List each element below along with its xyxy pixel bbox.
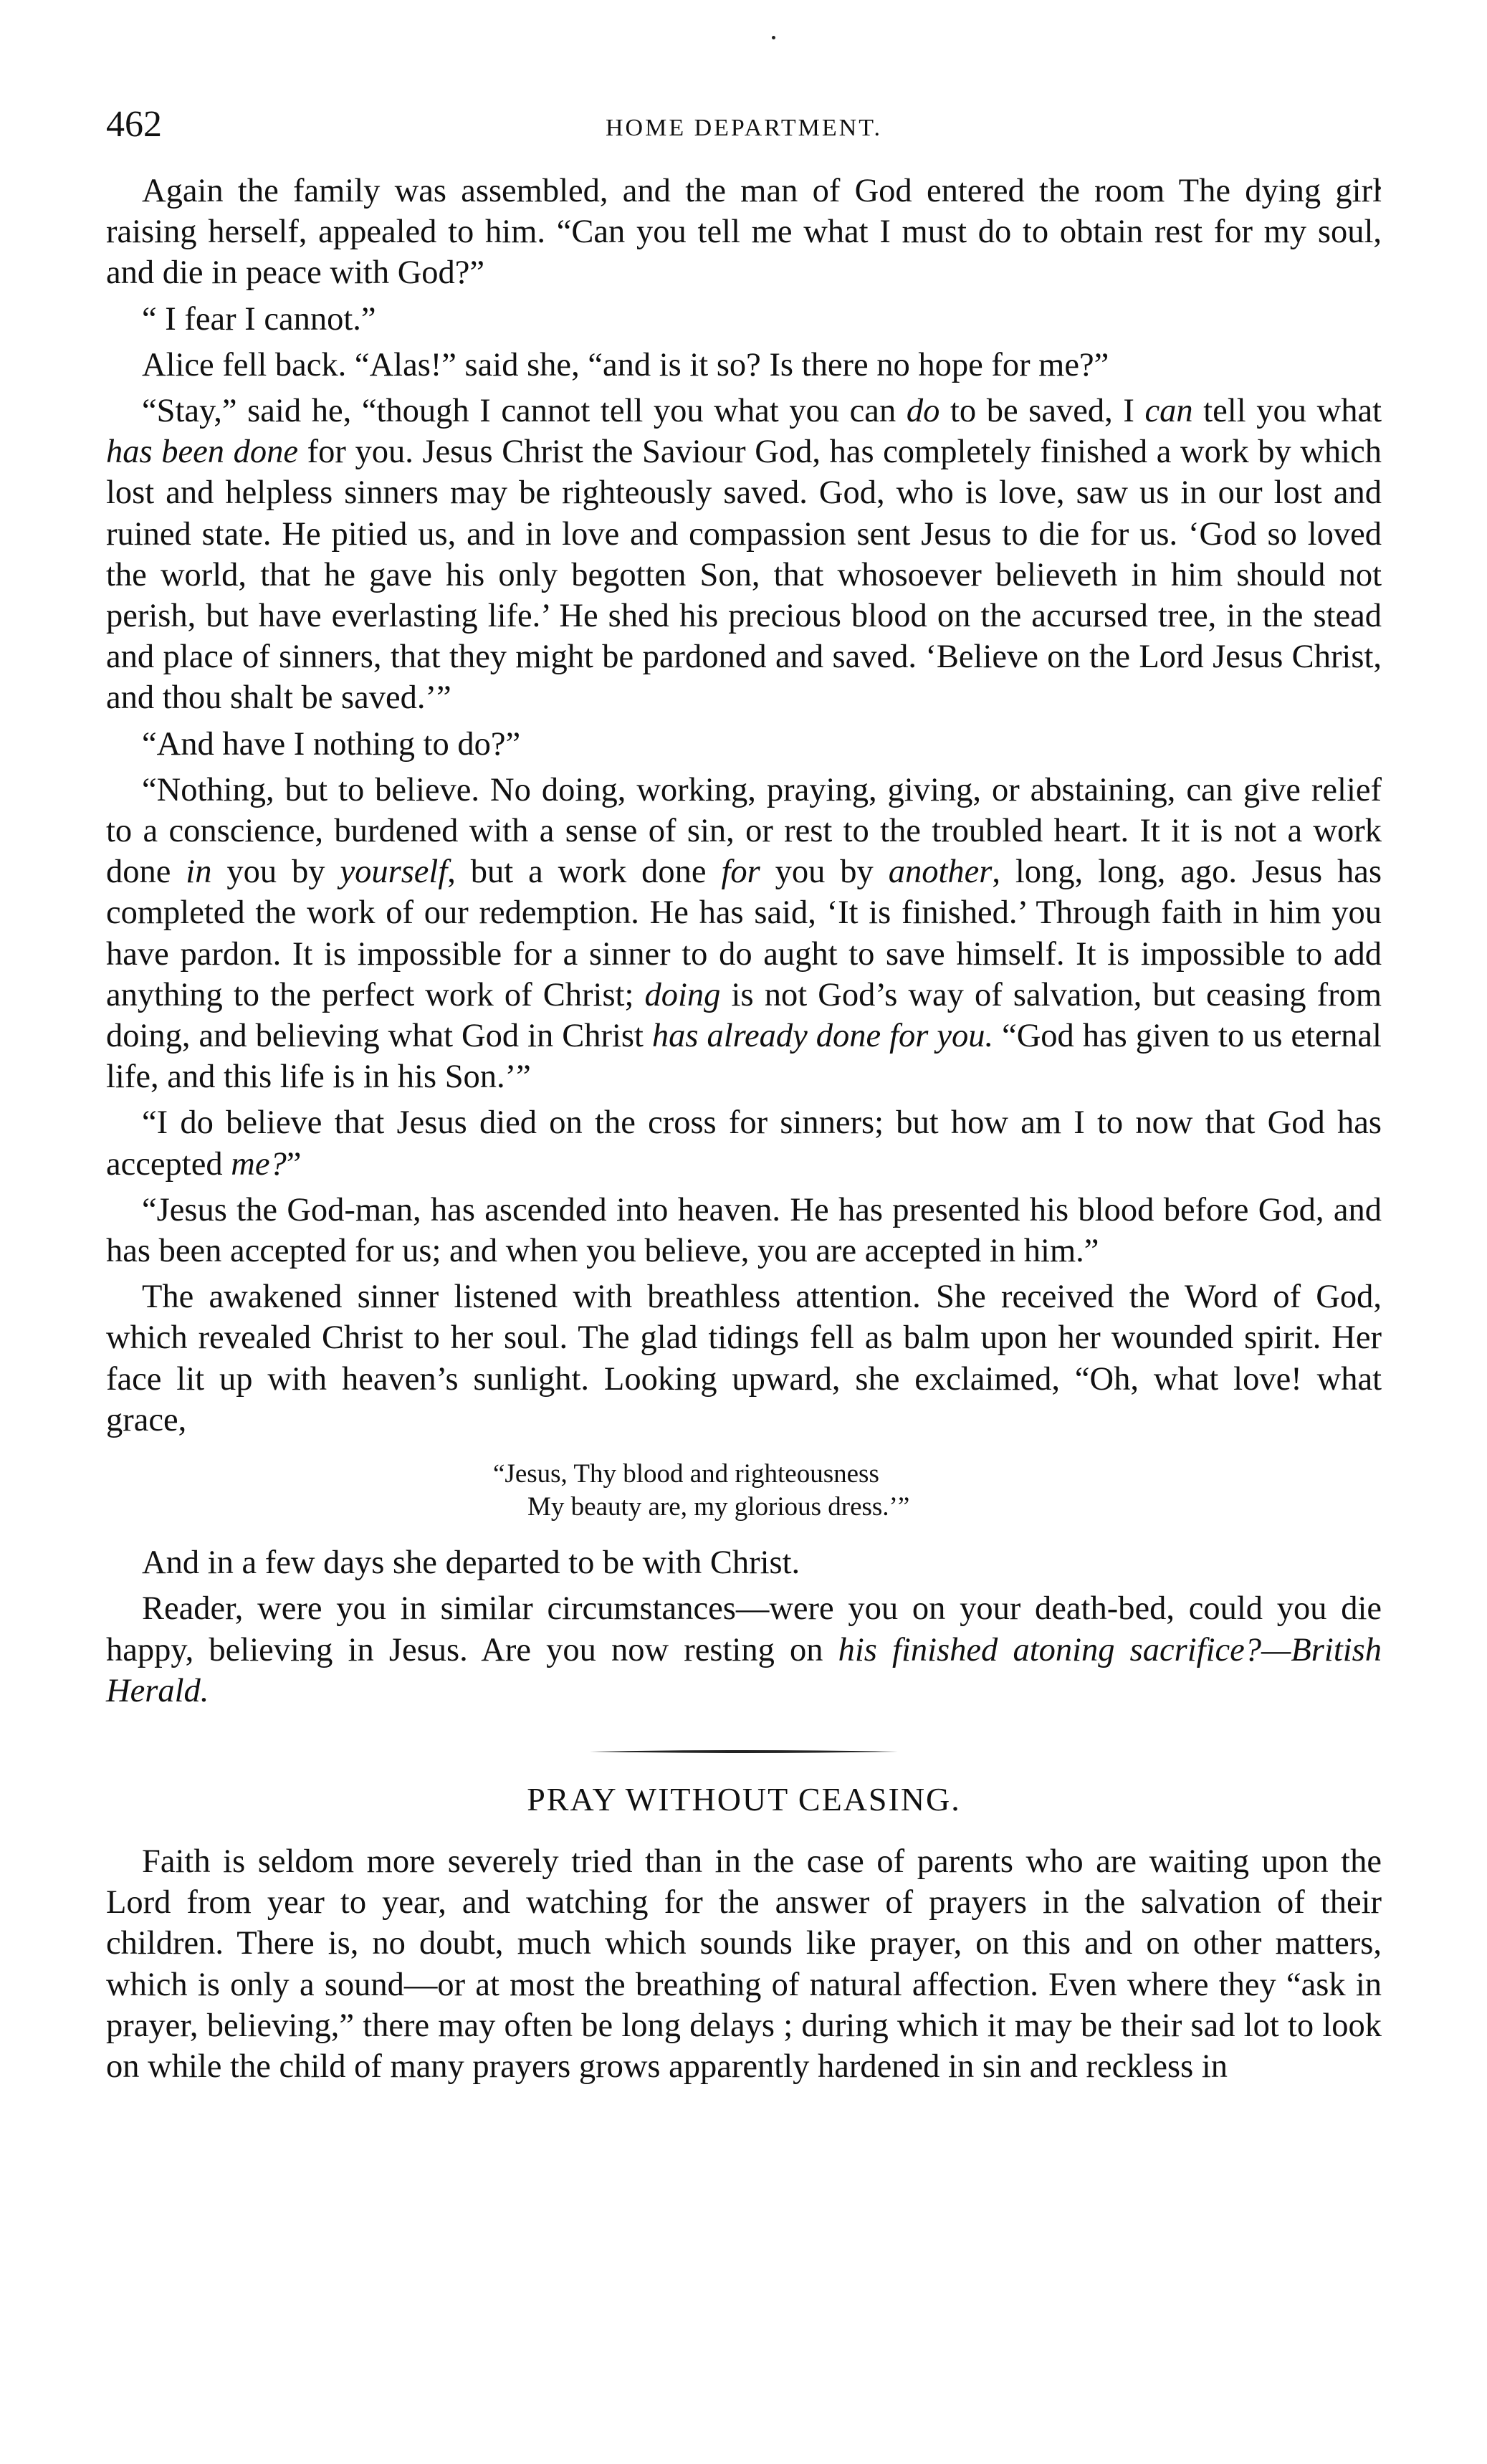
italic-emphasis: do <box>906 393 940 430</box>
text-run: “And have I nothing to do?” <box>142 725 521 763</box>
text-run: The awakened sinner listened with breathless attention. She received the Word of God, which revealed Christ to her soul. The glad tidings fell as balm upon her wounded spirit. Her face lit up with heaven’s sunlight. Looking upward, she exclaimed, “Oh, what love! what grace, <box>106 1279 1382 1438</box>
paragraph <box>106 770 1382 1098</box>
paragraph <box>106 1276 1382 1441</box>
text-run: “ I fear I cannot.” <box>142 300 376 338</box>
paragraph <box>106 299 1382 340</box>
italic-emphasis: has already done for you. <box>651 1018 994 1055</box>
paragraph <box>106 724 1382 765</box>
text-run: “God has given to us eternal life, and this life is in his Son.’” <box>106 1018 1382 1096</box>
paragraph <box>106 391 1382 719</box>
text-run: ” <box>286 1145 302 1183</box>
text-run: to be saved, I <box>939 393 1145 430</box>
text-run: “Stay,” said he, “though I cannot tell you what you can <box>142 393 907 430</box>
italic-emphasis: his finished atoning sacrifice?—British Herald. <box>106 1631 1382 1709</box>
section-divider-rule <box>590 1747 898 1756</box>
text-run: tell you what <box>1192 393 1382 430</box>
running-head <box>106 93 1382 151</box>
paragraph: Faith is seldom more severely tried than in the case of parents who are waiting upon the Lord from year to year, and watching for the answer of prayers in the salvation of their children. There is, no doubt, much which sounds like prayer, on this and on other matters, which is only a sound—or at most the breathing of natural affection. Even where they “ask in prayer, believing,” there may often be long delays ; during which it may be their sad lot to look on while the child of many prayers grows apparently hardened in sin and reckless in <box>106 1843 1382 2085</box>
text-run: “Nothing, but to believe. No doing, working, praying, giving, or abstaining, can give relief to a conscience, burdened with a sense of sin, or rest to the troubled heart. It it is not a work done <box>106 771 1382 891</box>
italic-emphasis: another <box>888 854 993 891</box>
text-run: you by <box>760 854 889 891</box>
verse-line: “Jesus, Thy blood and righteousness <box>493 1459 879 1489</box>
text-run: is not God’s way of salvation, but ceasing from doing, and believing what God in Christ <box>106 976 1382 1055</box>
text-run: “I do believe that Jesus died on the cross for sinners; but how am I to now that God has accepted <box>106 1104 1382 1183</box>
italic-emphasis: can <box>1144 393 1193 430</box>
paragraph <box>106 1190 1382 1271</box>
paragraph <box>106 1542 1382 1583</box>
text-run: , but a work done <box>447 854 722 891</box>
hymn-quotation <box>493 1458 1382 1524</box>
text-run: Alice fell back. “Alas!” said she, “and is it so? Is there no hope for me?” <box>142 346 1109 383</box>
book-page <box>106 93 1382 2087</box>
text-run: you by <box>211 854 340 891</box>
paragraph <box>106 345 1382 386</box>
paragraph <box>106 1102 1382 1184</box>
section-heading: PRAY WITHOUT CEASING. <box>527 1780 961 1818</box>
section-body <box>106 1841 1382 2087</box>
verse-line: My beauty are, my glorious dress.’” <box>527 1492 910 1522</box>
italic-emphasis: has been done <box>106 434 298 471</box>
text-run: “Jesus the God-man, has ascended into heaven. He has presented his blood before God, and has been accepted for us; and when you believe, you are accepted in him.” <box>106 1191 1382 1270</box>
italic-emphasis: doing <box>644 976 721 1013</box>
ink-speck <box>772 36 775 39</box>
running-title: HOME DEPARTMENT. <box>606 115 882 141</box>
page-number: 462 <box>106 104 162 145</box>
text-run: for you. Jesus Christ the Saviour God, has completely finished a work by which lost and helpless sinners may be righteously saved. God, who is love, saw us in our lost and ruined state. He pitied us, and in love and compassion sent Jesus to die for us. ‘God so loved the world, that he gave his only begotten Son, that whosoever believeth in him should not perish, but have everlasting life.’ He shed his precious blood on the accursed tree, in the stead and place of sinners, that they might be pardoned and saved. ‘Believe on the Lord Jesus Christ, and thou shalt be saved.’” <box>106 434 1382 717</box>
paragraph <box>106 1588 1382 1711</box>
text-run: , long, long, ago. Jesus has completed the work of our redemption. He has said, ‘It is finished.’ Through faith in him you have pardon. It is impossible for a sinner to do aught to save himself. It is impossible to add anything to the perfect work of Christ; <box>106 854 1382 1013</box>
italic-emphasis: me? <box>231 1145 287 1183</box>
article-body <box>106 171 1382 1711</box>
text-run: Again the family was assembled, and the man of God entered the room The dying girl raising herself, appealed to him. “Can you tell me what I must do to obtain rest for my soul, and die in peace with God?” <box>106 173 1382 292</box>
italic-emphasis: for <box>721 854 760 891</box>
text-run: And in a few days she departed to be with Christ. <box>142 1544 800 1582</box>
italic-emphasis: yourself <box>340 854 448 891</box>
paragraph <box>106 171 1382 294</box>
text-run: Reader, were you in similar circumstances—were you on your death-bed, could you die happy, believing in Jesus. Are you now resting on <box>106 1590 1382 1668</box>
italic-emphasis: in <box>186 854 212 891</box>
